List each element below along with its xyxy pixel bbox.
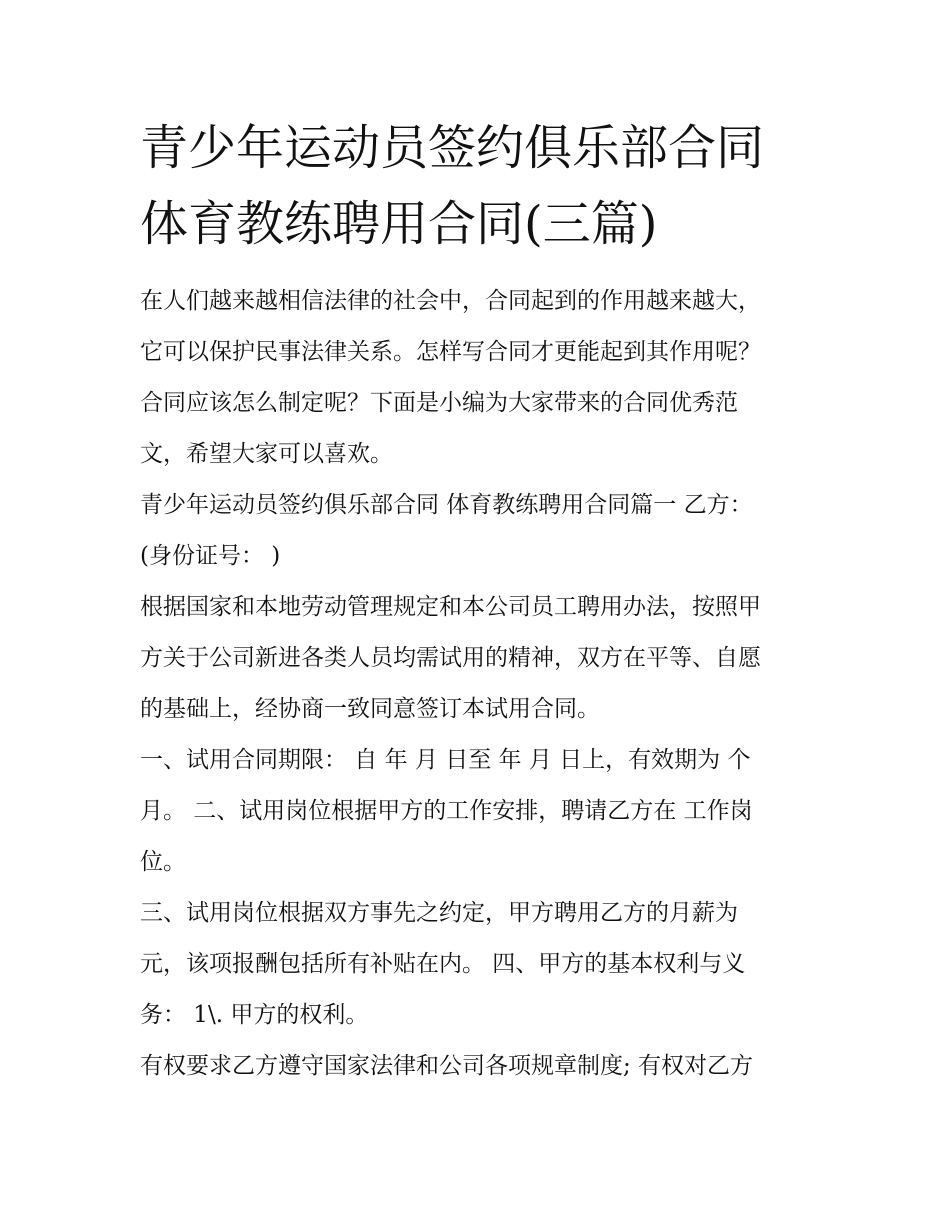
text-line: 它可以保护民事法律关系。怎样写合同才更能起到其作用呢？ — [140, 339, 761, 365]
text-line: 青少年运动员签约俱乐部合同 体育教练聘用合同篇一 乙方： — [140, 492, 753, 518]
contract-heading-paragraph — [140, 480, 820, 582]
document-title — [140, 110, 820, 262]
text-line: 根据国家和本地劳动管理规定和本公司员工聘用办法，按照甲 — [140, 594, 761, 620]
basis-paragraph — [140, 582, 820, 735]
clause-term-paragraph — [140, 735, 820, 888]
document-content — [140, 110, 820, 1092]
clause-salary-paragraph — [140, 888, 820, 1041]
text-line: 元，该项报酬包括所有补贴在内。 四、甲方的基本权利与义 — [140, 951, 746, 977]
text-line: 的基础上，经协商一致同意签订本试用合同。 — [140, 696, 600, 722]
title-line: 青少年运动员签约俱乐部合同 — [140, 120, 765, 176]
rights-paragraph — [140, 1041, 820, 1092]
text-line: 在人们越来越相信法律的社会中，合同起到的作用越来越大， — [140, 288, 761, 314]
text-line: 方关于公司新进各类人员均需试用的精神，双方在平等、自愿 — [140, 645, 761, 671]
intro-paragraph — [140, 276, 820, 480]
text-line: 合同应该怎么制定呢？下面是小编为大家带来的合同优秀范 — [140, 390, 738, 416]
text-line: 有权要求乙方遵守国家法律和公司各项规章制度; 有权对乙方 — [140, 1053, 754, 1079]
text-line: 一、试用合同期限： 自 年 月 日至 年 月 日上，有效期为 个 — [140, 747, 751, 773]
text-line: 三、试用岗位根据双方事先之约定，甲方聘用乙方的月薪为 — [140, 900, 738, 926]
text-line: 务： 1\. 甲方的权利。 — [140, 1002, 369, 1028]
text-line: (身份证号： ) — [140, 543, 281, 569]
text-line: 文，希望大家可以喜欢。 — [140, 441, 393, 467]
text-line: 位。 — [140, 849, 186, 875]
title-line: 体育教练聘用合同(三篇) — [140, 196, 658, 252]
text-line: 月。 二、试用岗位根据甲方的工作安排，聘请乙方在 工作岗 — [140, 798, 753, 824]
